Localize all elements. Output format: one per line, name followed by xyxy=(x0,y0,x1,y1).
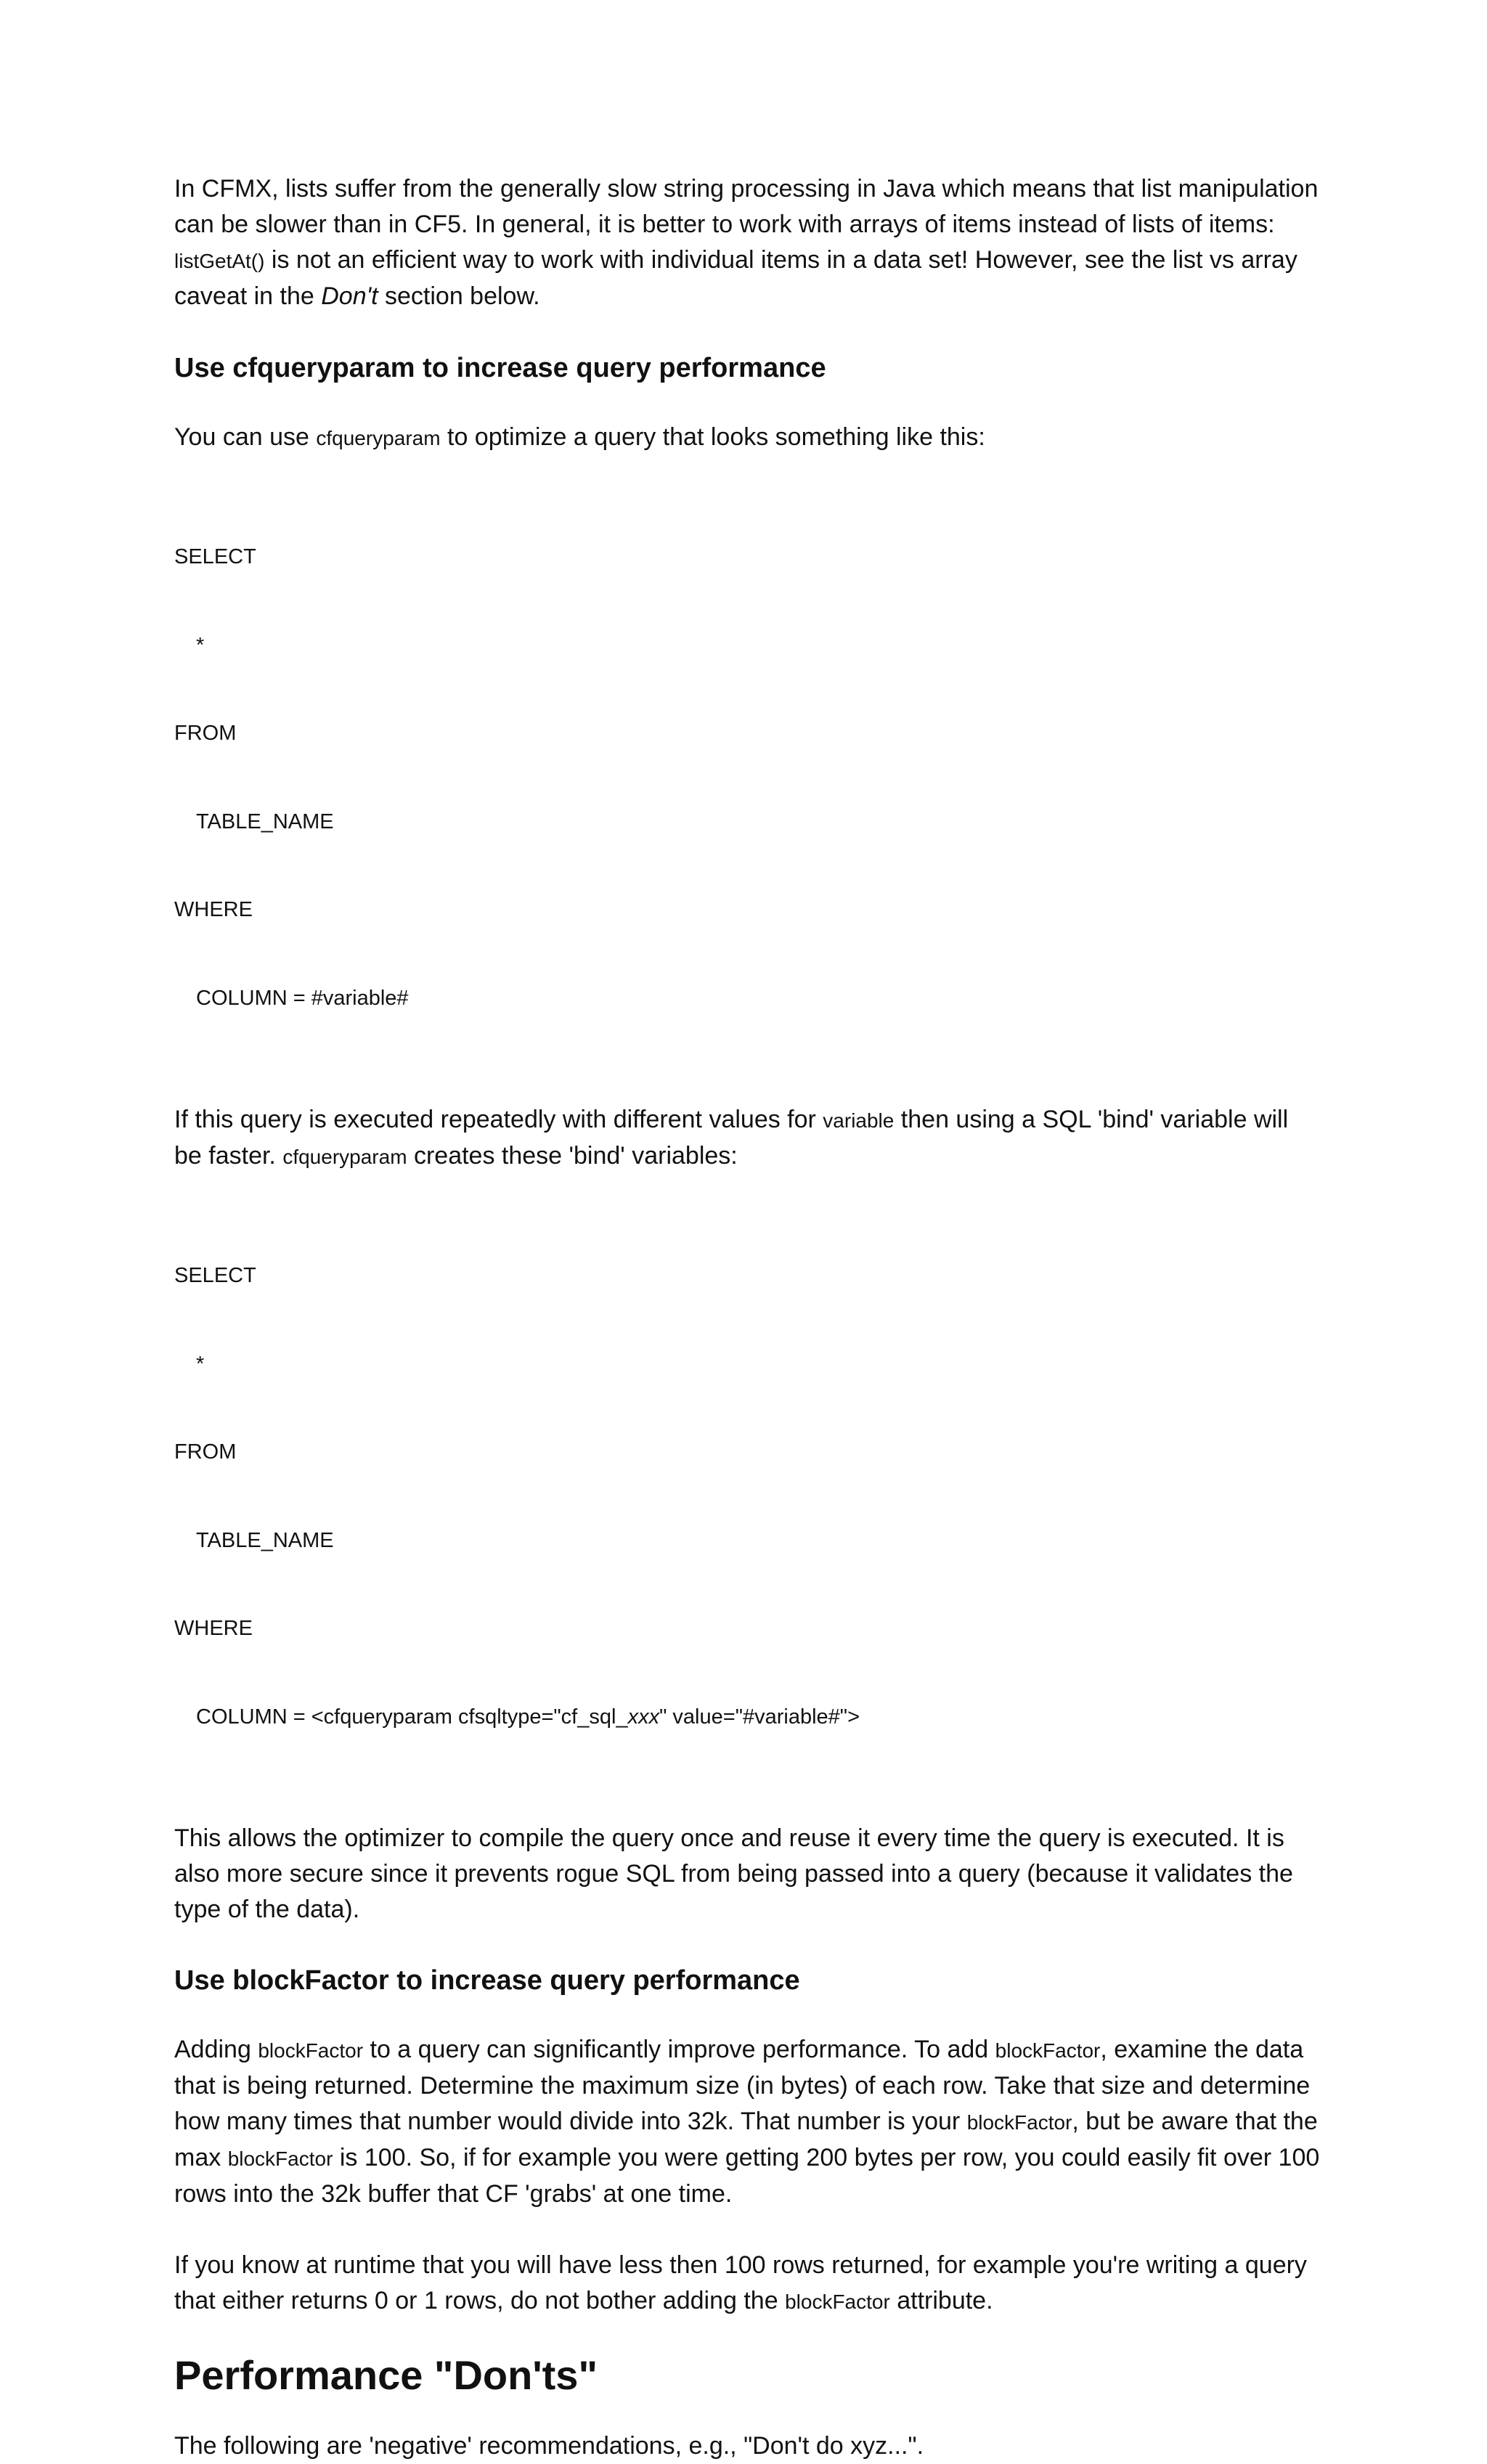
code-line: TABLE_NAME xyxy=(196,809,334,833)
code-block-bound-query xyxy=(174,1202,1321,1790)
optimizer-paragraph: This allows the optimizer to compile the query once and reuse it every time the query is executed. It is also more secure since it prevents rogue SQL from being passed into a query (because it validates the type of the data). xyxy=(174,1824,1293,1923)
text: creates these 'bind' variables: xyxy=(407,1142,738,1170)
code-line: FROM xyxy=(174,1440,237,1464)
code-line: SELECT xyxy=(174,545,256,568)
text: If this query is executed repeatedly with different values for xyxy=(174,1106,823,1133)
cfqueryparam-intro-paragraph xyxy=(174,420,1321,456)
inline-code-variable: variable xyxy=(823,1109,895,1132)
inline-code-listgetat: listGetAt() xyxy=(174,250,265,272)
intro-emphasis: Don't xyxy=(321,282,378,310)
inline-code-blockfactor: blockFactor xyxy=(227,2147,333,2170)
code-line: * xyxy=(196,1352,205,1376)
text: , but be aware that the max xyxy=(174,2108,1318,2171)
inline-code-blockfactor: blockFactor xyxy=(966,2111,1072,2134)
text: to a query can significantly improve performance. To add xyxy=(363,2036,995,2063)
text: , examine the data that is being returned. Determine the maximum size (in bytes) of each row. Take that size and determine how many times that number would divide into 32k. That number is your xyxy=(174,2036,1311,2135)
heading-blockfactor: Use blockFactor to increase query performance xyxy=(174,1965,800,1996)
inline-code-blockfactor: blockFactor xyxy=(258,2039,364,2062)
intro-text-3: section below. xyxy=(378,282,540,310)
inline-code-blockfactor: blockFactor xyxy=(995,2039,1101,2062)
runtime-paragraph xyxy=(174,2248,1321,2320)
heading-cfqueryparam: Use cfqueryparam to increase query performance xyxy=(174,353,826,383)
intro-text-2: is not an efficient way to work with individual items in a data set! However, see the list vs array caveat in the xyxy=(174,246,1297,310)
bind-variable-paragraph xyxy=(174,1102,1321,1175)
code-line: FROM xyxy=(174,722,237,745)
intro-paragraph xyxy=(174,171,1321,314)
code-line: TABLE_NAME xyxy=(196,1528,334,1552)
text: COLUMN = <cfqueryparam cfsqltype="cf_sql_ xyxy=(196,1705,628,1729)
code-line: SELECT xyxy=(174,1264,256,1287)
code-block-unbound-query xyxy=(174,484,1321,1072)
intro-text-1: In CFMX, lists suffer from the generally slow string processing in Java which means that list manipulation can be slower than in CF5. In general, it is better to work with arrays of items instead of lists of items: xyxy=(174,175,1319,238)
text: is 100. So, if for example you were getting 200 bytes per row, you could easily fit over 100 rows into the 32k buffer that CF 'grabs' at one time. xyxy=(174,2144,1320,2208)
code-line: COLUMN = #variable# xyxy=(196,986,409,1010)
text: " value="#variable#"> xyxy=(659,1705,860,1729)
inline-code-cfqueryparam: cfqueryparam xyxy=(316,427,441,449)
text: then using a SQL 'bind' variable will be faster. xyxy=(174,1106,1289,1170)
document-page xyxy=(174,171,1321,2464)
text: If you know at runtime that you will have less then 100 rows returned, for example you're writing a query that either returns 0 or 1 rows, do not bother adding the xyxy=(174,2251,1307,2314)
blockfactor-paragraph xyxy=(174,2032,1321,2212)
text: You can use xyxy=(174,423,317,451)
code-line xyxy=(174,1702,1321,1732)
code-line: * xyxy=(196,633,205,657)
code-line: WHERE xyxy=(174,898,253,921)
inline-code-cfqueryparam: cfqueryparam xyxy=(282,1146,407,1168)
heading-performance-donts: Performance "Don'ts" xyxy=(174,2352,598,2398)
donts-intro-paragraph: The following are 'negative' recommendations, e.g., "Don't do xyz...". xyxy=(174,2432,924,2460)
text: Adding xyxy=(174,2036,258,2063)
text: xxx xyxy=(627,1705,660,1729)
text: attribute. xyxy=(889,2287,993,2314)
code-line: WHERE xyxy=(174,1617,253,1640)
text: to optimize a query that looks something like this: xyxy=(440,423,985,451)
inline-code-blockfactor: blockFactor xyxy=(785,2290,890,2313)
